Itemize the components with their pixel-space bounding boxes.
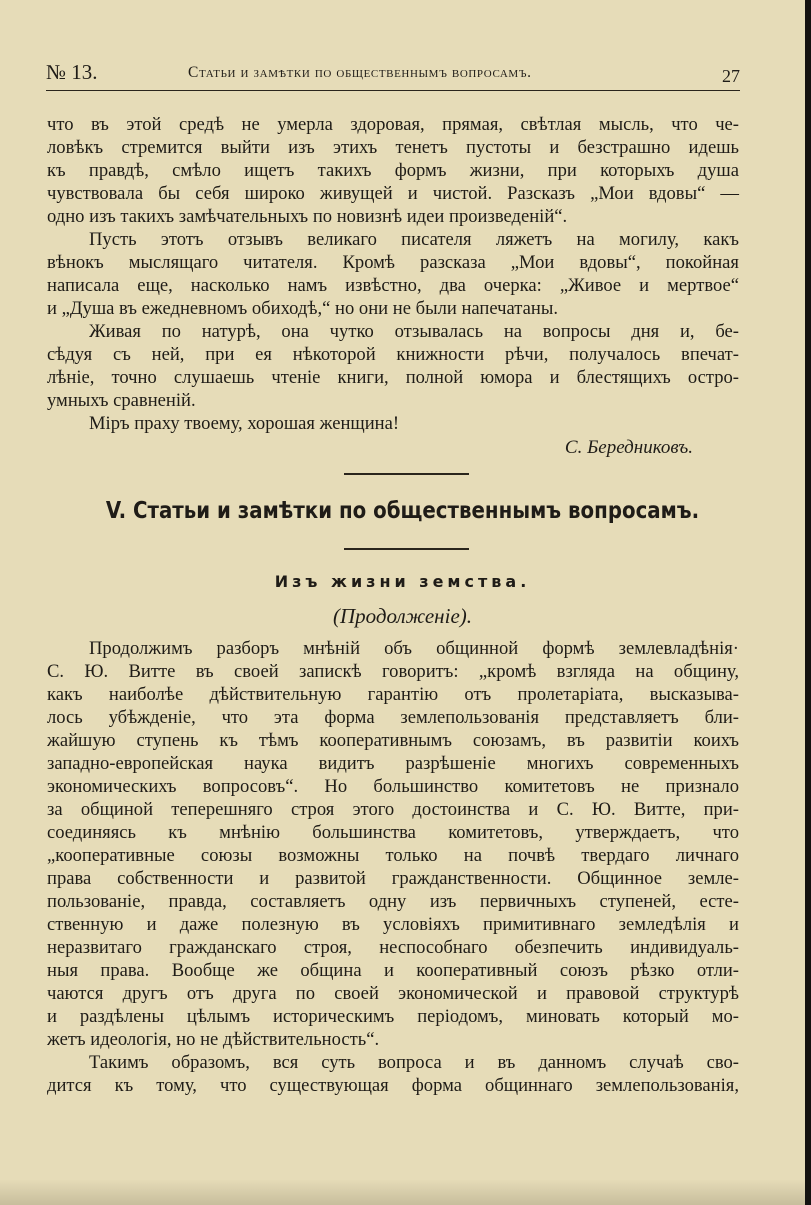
- text-line: за общиной теперешняго строя этого достоинства и С. Ю. Витте, при-: [47, 799, 739, 820]
- text-line: чувствовала бы себя широко живущей и чистой. Разсказъ „Мои вдовы“ —: [47, 183, 739, 204]
- text-line: Продолжимъ разборъ мнѣній объ общинной формѣ землевладѣнія·: [89, 638, 739, 659]
- text-line: вѣнокъ мыслящаго читателя. Кромѣ разсказа „Мои вдовы“, покойная: [47, 252, 739, 273]
- text-line: соединяясь къ мнѣнію большинства комитетовъ, утверждаетъ, что: [47, 822, 739, 843]
- text-line: сѣдуя съ ней, при ея нѣкоторой книжности рѣчи, получалось впечат-: [47, 344, 739, 365]
- text-line: лось убѣжденіе, что эта форма землепользованія представляетъ бли-: [47, 707, 739, 728]
- text-line: Такимъ образомъ, вся суть вопроса и въ данномъ случаѣ сво-: [89, 1052, 739, 1073]
- text-line: Міръ праху твоему, хорошая женщина!: [89, 413, 400, 434]
- text-line: ныя права. Вообще же община и кооперативный союзъ рѣзко отли-: [47, 960, 739, 981]
- text-line: жетъ идеологія, но не дѣйствительность“.: [47, 1029, 380, 1050]
- text-line: Живая по натурѣ, она чутко отзывалась на вопросы дня и, бе-: [89, 321, 739, 342]
- text-line: что въ этой средѣ не умерла здоровая, прямая, свѣтлая мысль, что че-: [47, 114, 739, 135]
- text-line: умныхъ сравненій.: [47, 390, 196, 411]
- article-title: Изъ жизни земства.: [274, 572, 531, 591]
- text-line: ловѣкъ стремится выйти изъ этихъ тенетъ пустоты и безстрашно идешь: [47, 137, 739, 158]
- text-line: пользованіе, правда, составляетъ одну изъ первичныхъ ступеней, есте-: [47, 891, 739, 912]
- text-line: западно-европейская наука видитъ разрѣшеніе многихъ современныхъ: [47, 753, 739, 774]
- text-line: жайшую ступень къ тѣмъ кооперативнымъ союзамъ, въ развитіи коихъ: [47, 730, 739, 751]
- text-line: права собственности и развитой гражданственности. Общинное земле-: [47, 868, 739, 889]
- text-line: экономическихъ вопросовъ“. Но большинство комитетовъ не признало: [47, 776, 739, 797]
- obituary-text: [47, 113, 739, 435]
- text-line: одно изъ такихъ замѣчательныхъ по новизнѣ идеи произведеній“.: [47, 206, 568, 227]
- text-line: и раздѣлены цѣлымъ историческимъ періодомъ, миновать который мо-: [47, 1006, 739, 1027]
- section-separator: [344, 473, 469, 475]
- text-line: С. Ю. Витте въ своей запискѣ говоритъ: „кромѣ взгляда на общину,: [47, 661, 739, 682]
- running-header: [46, 60, 740, 86]
- running-title: Статьи и замѣтки по общественнымъ вопросамъ.: [188, 64, 532, 81]
- article-subtitle: (Продолженіе).: [332, 604, 473, 628]
- page-number: 27: [722, 66, 740, 86]
- author-signature: С. Бередниковъ.: [564, 437, 693, 458]
- text-line: чаются другъ отъ друга по своей экономической и правовой структурѣ: [47, 983, 739, 1004]
- text-line: неразвитаго гражданскаго строя, неспособнаго обезпечить индивидуаль-: [47, 937, 739, 958]
- section-heading: V. Статьи и замѣтки по общественнымъ вопросамъ.: [105, 498, 700, 524]
- text-line: „кооперативные союзы возможны только на почвѣ твердаго личнаго: [47, 845, 739, 866]
- text-line: написала еще, насколько намъ извѣстно, два очерка: „Живое и мертвое“: [47, 275, 739, 296]
- header-rule: [46, 90, 740, 91]
- heading-separator: [344, 548, 469, 550]
- text-line: Пусть этотъ отзывъ великаго писателя ляжетъ на могилу, какъ: [89, 229, 739, 250]
- page-bottom-shadow: [0, 1179, 805, 1205]
- text-line: и „Душа въ ежедневномъ обиходѣ,“ но они не были напечатаны.: [47, 298, 558, 319]
- text-line: лѣніе, точно слушаешь чтеніе книги, полной юмора и блестящихъ остро-: [47, 367, 739, 388]
- issue-number: № 13.: [46, 60, 98, 84]
- text-line: къ правдѣ, смѣло ищетъ такихъ формъ жизни, при которыхъ душа: [47, 160, 739, 181]
- text-line: ственную и даже полезную въ условіяхъ примитивнаго земледѣлія и: [47, 914, 739, 935]
- text-line: какъ наиболѣе дѣйствительную гарантію отъ пролетаріата, высказыва-: [47, 684, 739, 705]
- text-line: дится къ тому, что существующая форма общиннаго землепользованія,: [47, 1075, 739, 1096]
- book-spine-edge: [805, 0, 811, 1205]
- article-text: [47, 637, 739, 1097]
